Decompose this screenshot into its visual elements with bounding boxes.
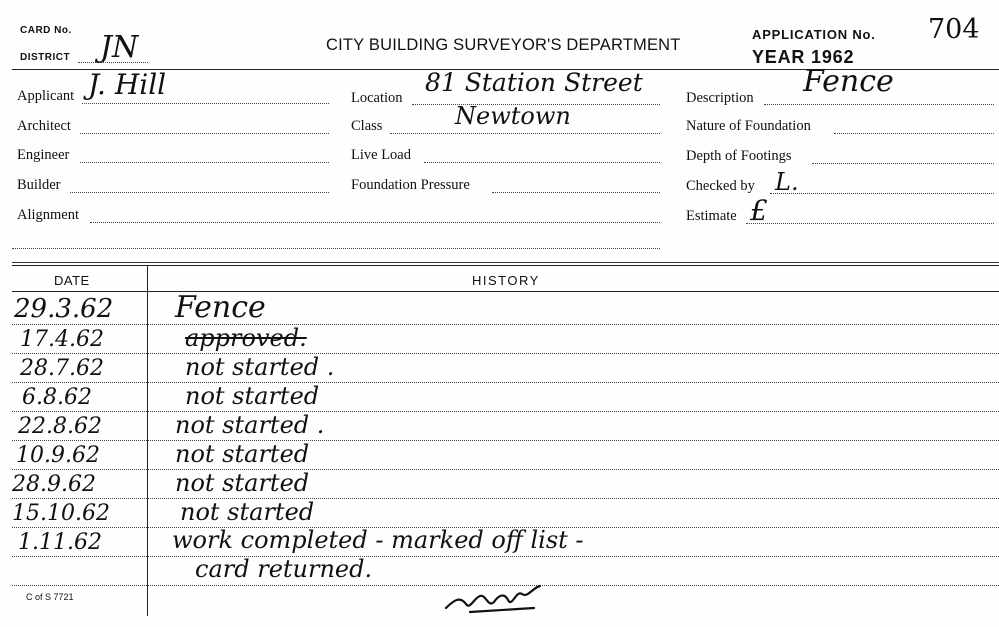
depth-of-footings-line bbox=[812, 163, 994, 164]
district-value: JN bbox=[100, 30, 139, 65]
nature-of-foundation-label: Nature of Foundation bbox=[686, 118, 811, 134]
engineer-line bbox=[80, 162, 329, 163]
estimate-label: Estimate bbox=[686, 208, 737, 224]
entry-text: not started bbox=[175, 469, 310, 497]
checked-by-label: Checked by bbox=[686, 178, 755, 194]
row-rule bbox=[12, 411, 999, 412]
entry-text: work completed - marked off list - bbox=[172, 526, 584, 554]
engineer-label: Engineer bbox=[17, 147, 70, 163]
entry-date: 29.3.62 bbox=[14, 294, 114, 324]
architect-label: Architect bbox=[17, 118, 71, 134]
live-load-label: Live Load bbox=[351, 147, 411, 163]
history-top-rule-2 bbox=[12, 265, 999, 266]
estimate-line bbox=[746, 223, 994, 224]
entry-text: not started bbox=[175, 440, 310, 468]
row-rule bbox=[12, 353, 999, 354]
entry-date: 17.4.62 bbox=[20, 327, 104, 352]
entry-text: card returned. bbox=[195, 555, 373, 583]
estimate-value: £ bbox=[750, 194, 768, 227]
row-rule bbox=[12, 440, 999, 441]
entry-text: not started bbox=[185, 382, 320, 410]
entry-date: 1.11.62 bbox=[18, 530, 102, 555]
history-header-rule bbox=[12, 291, 999, 292]
location-label: Location bbox=[351, 90, 403, 106]
date-column-divider bbox=[147, 266, 148, 616]
blank-line bbox=[12, 248, 660, 249]
checked-by-value: L. bbox=[775, 168, 799, 196]
card-no-label: CARD No. bbox=[20, 25, 72, 36]
alignment-line bbox=[90, 222, 660, 223]
form-code: C of S 7721 bbox=[26, 592, 74, 602]
foundation-pressure-line bbox=[492, 192, 660, 193]
class-line bbox=[390, 133, 660, 134]
history-top-rule bbox=[12, 262, 999, 263]
entry-text: not started . bbox=[175, 411, 325, 439]
year-label: YEAR 1962 bbox=[752, 47, 855, 67]
entry-text: Fence bbox=[175, 290, 266, 325]
entry-date: 28.9.62 bbox=[12, 472, 96, 497]
entry-text: not started bbox=[180, 498, 315, 526]
applicant-label: Applicant bbox=[17, 88, 75, 104]
class-value: Newtown bbox=[455, 102, 571, 130]
entry-date: 10.9.62 bbox=[16, 443, 100, 468]
entry-date: 28.7.62 bbox=[20, 356, 104, 381]
row-rule bbox=[12, 382, 999, 383]
description-value: Fence bbox=[803, 64, 894, 99]
description-label: Description bbox=[686, 90, 754, 106]
entry-text: approved. bbox=[185, 324, 307, 352]
nature-of-foundation-line bbox=[834, 133, 994, 134]
builder-label: Builder bbox=[17, 177, 61, 193]
checked-by-line bbox=[770, 193, 994, 194]
foundation-pressure-label: Foundation Pressure bbox=[351, 177, 470, 193]
alignment-label: Alignment bbox=[17, 207, 80, 223]
application-no-label: APPLICATION No. bbox=[752, 27, 876, 42]
row-rule bbox=[12, 556, 999, 557]
live-load-line bbox=[424, 162, 660, 163]
description-line bbox=[764, 104, 994, 105]
depth-of-footings-label: Depth of Footings bbox=[686, 148, 792, 164]
entry-date: 6.8.62 bbox=[22, 385, 92, 410]
entry-text: not started . bbox=[185, 353, 335, 381]
architect-line bbox=[80, 133, 329, 134]
date-header: DATE bbox=[54, 273, 90, 288]
row-rule bbox=[12, 324, 999, 325]
department-title: CITY BUILDING SURVEYOR'S DEPARTMENT bbox=[326, 36, 681, 54]
district-line bbox=[78, 62, 148, 63]
history-header: HISTORY bbox=[472, 273, 540, 288]
row-rule bbox=[12, 498, 999, 499]
class-label: Class bbox=[351, 118, 383, 134]
signature-scribble bbox=[440, 578, 560, 618]
application-no-value: 704 bbox=[928, 14, 980, 45]
entry-date: 15.10.62 bbox=[12, 501, 110, 526]
applicant-value: J. Hill bbox=[88, 68, 167, 101]
applicant-line bbox=[82, 103, 329, 104]
entry-date: 22.8.62 bbox=[18, 414, 102, 439]
location-value: 81 Station Street bbox=[425, 68, 643, 97]
row-rule bbox=[12, 469, 999, 470]
builder-line bbox=[70, 192, 329, 193]
district-label: DISTRICT bbox=[20, 52, 71, 63]
